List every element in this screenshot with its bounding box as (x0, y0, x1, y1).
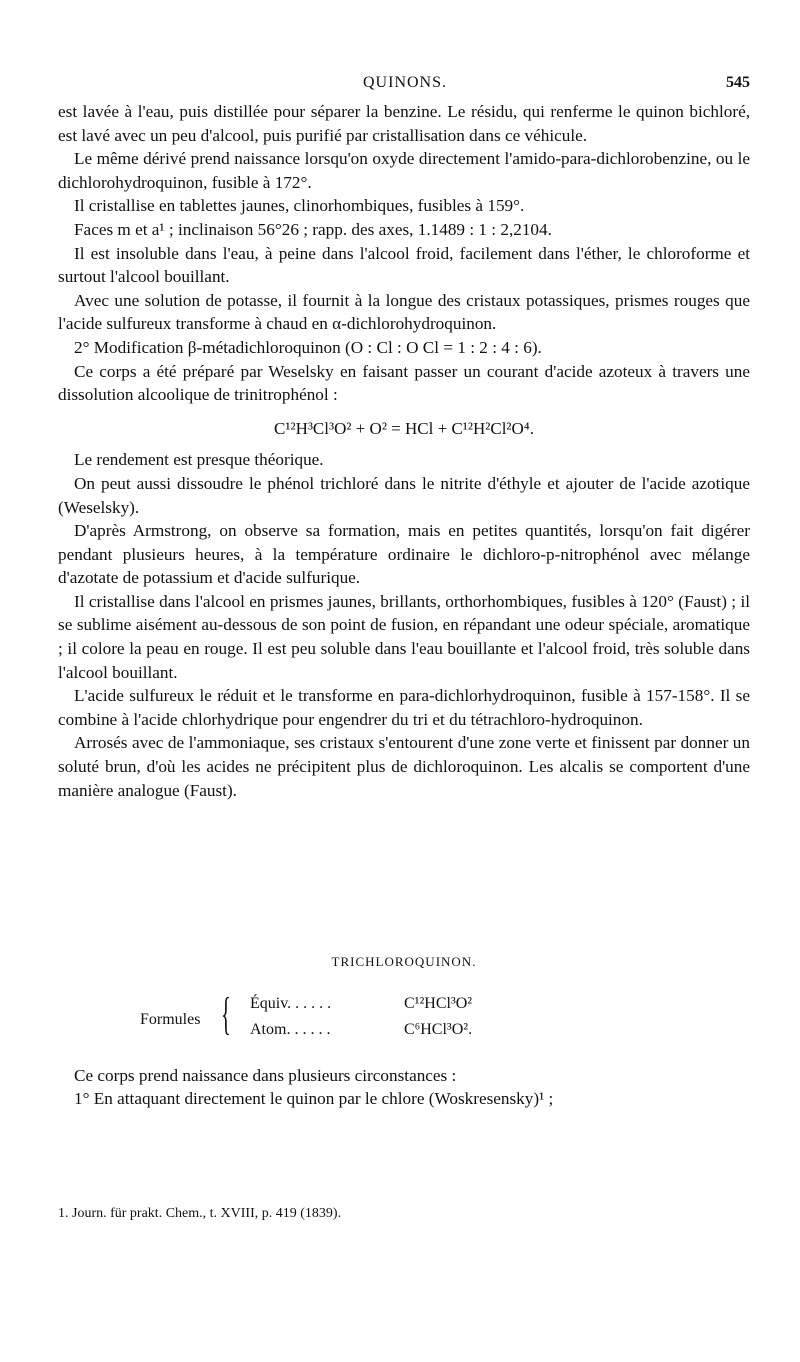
paragraph: Avec une solution de potasse, il fournit à la longue des cristaux potassiques, prismes rouges que l'acide sulfureux transforme à chaud en α-dichlorohydroquinon. (58, 290, 750, 334)
paragraph: est lavée à l'eau, puis distillée pour séparer la benzine. Le résidu, qui renferme le quinon bichloré, est lavé avec un peu d'alcool, puis purifié par cristallisation dans ce véhicule. (58, 102, 750, 145)
atom-label: Atom. . . . . . (250, 1020, 331, 1038)
section-heading: TRICHLOROQUINON. (331, 954, 477, 970)
formulas-label: Formules (140, 1010, 201, 1028)
formulas-block (58, 986, 750, 1050)
equiv-label: Équiv. . . . . . (250, 994, 332, 1012)
page-number: 545 (726, 74, 750, 91)
footnote: 1. Journ. für prakt. Chem., t. XVIII, p. 419 (1839). (58, 1206, 342, 1221)
formula-row-equiv (250, 992, 473, 1016)
paragraph: D'après Armstrong, on observe sa formation, mais en petites quantités, lorsqu'on fait digérer pendant plusieurs heures, à la température ordinaire le dichloro-p-nitrophénol avec mélange d'azotate de potassium et d'acide sulfurique. (58, 521, 750, 588)
paragraph: Faces m et a¹ ; inclinaison 56°26 ; rapp. des axes, 1.1489 : 1 : 2,2104. (74, 219, 552, 239)
paragraph: Ce corps a été préparé par Weselsky en faisant passer un courant d'acide azoteux à travers une dissolution alcoolique de trinitrophénol : (58, 361, 750, 405)
paragraph: On peut aussi dissoudre le phénol trichloré dans le nitrite d'éthyle et ajouter de l'acide azotique (Weselsky). (58, 473, 750, 517)
paragraph: L'acide sulfureux le réduit et le transforme en para-dichlorhydroquinon, fusible à 157-158°. Il se combine à l'acide chlorhydrique pour engendrer du tri et du tétrachloro-hydroquinon. (58, 686, 750, 729)
paragraph: Il cristallise en tablettes jaunes, clinorhombiques, fusibles à 159°. (74, 196, 525, 216)
paragraph: Il est insoluble dans l'eau, à peine dans l'alcool froid, facilement dans l'éther, le chloroforme et surtout l'alcool bouillant. (58, 243, 750, 287)
atom-value: C⁶HCl³O². (404, 1020, 473, 1038)
running-header (60, 74, 750, 96)
chemical-equation: C¹²H³Cl³O² + O² = HCl + C¹²H²Cl²O⁴. (274, 418, 534, 438)
paragraph: Il cristallise dans l'alcool en prismes jaunes, brillants, orthorhombiques, fusibles à 120° (Faust) ; il se sublime aisément au-dessous de son point de fusion, en répandant une odeur spéciale, aromatique ; il colore la peau en rouge. Il est peu soluble dans l'eau bouillante et l'alcool froid, très soluble dans l'alcool bouillant. (58, 591, 750, 682)
paragraph: 1° En attaquant directement le quinon par le chlore (Woskresensky)¹ ; (74, 1089, 554, 1109)
brace: { (221, 987, 231, 1039)
paragraph: Le rendement est presque théorique. (74, 450, 324, 470)
paragraph: Arrosés avec de l'ammoniaque, ses cristaux s'entourent d'une zone verte et finissent par donner un soluté brun, d'où les acides ne précipitent plus de dichloroquinon. Les alcalis se comportent d'une manière analogue (Faust). (58, 733, 750, 800)
main-text (58, 100, 750, 1111)
formula-row-atom (250, 1018, 473, 1042)
equiv-value: C¹²HCl³O² (404, 994, 473, 1012)
running-title: QUINONS. (363, 74, 447, 91)
paragraph: 2° Modification β-métadichloroquinon (O : Cl : O Cl = 1 : 2 : 4 : 6). (74, 337, 542, 357)
paragraph: Le même dérivé prend naissance lorsqu'on oxyde directement l'amido-para-dichlorobenzine, ou le dichlorohydroquinon, fusible à 172°. (58, 149, 750, 192)
paragraph: Ce corps prend naissance dans plusieurs circonstances : (74, 1065, 457, 1085)
